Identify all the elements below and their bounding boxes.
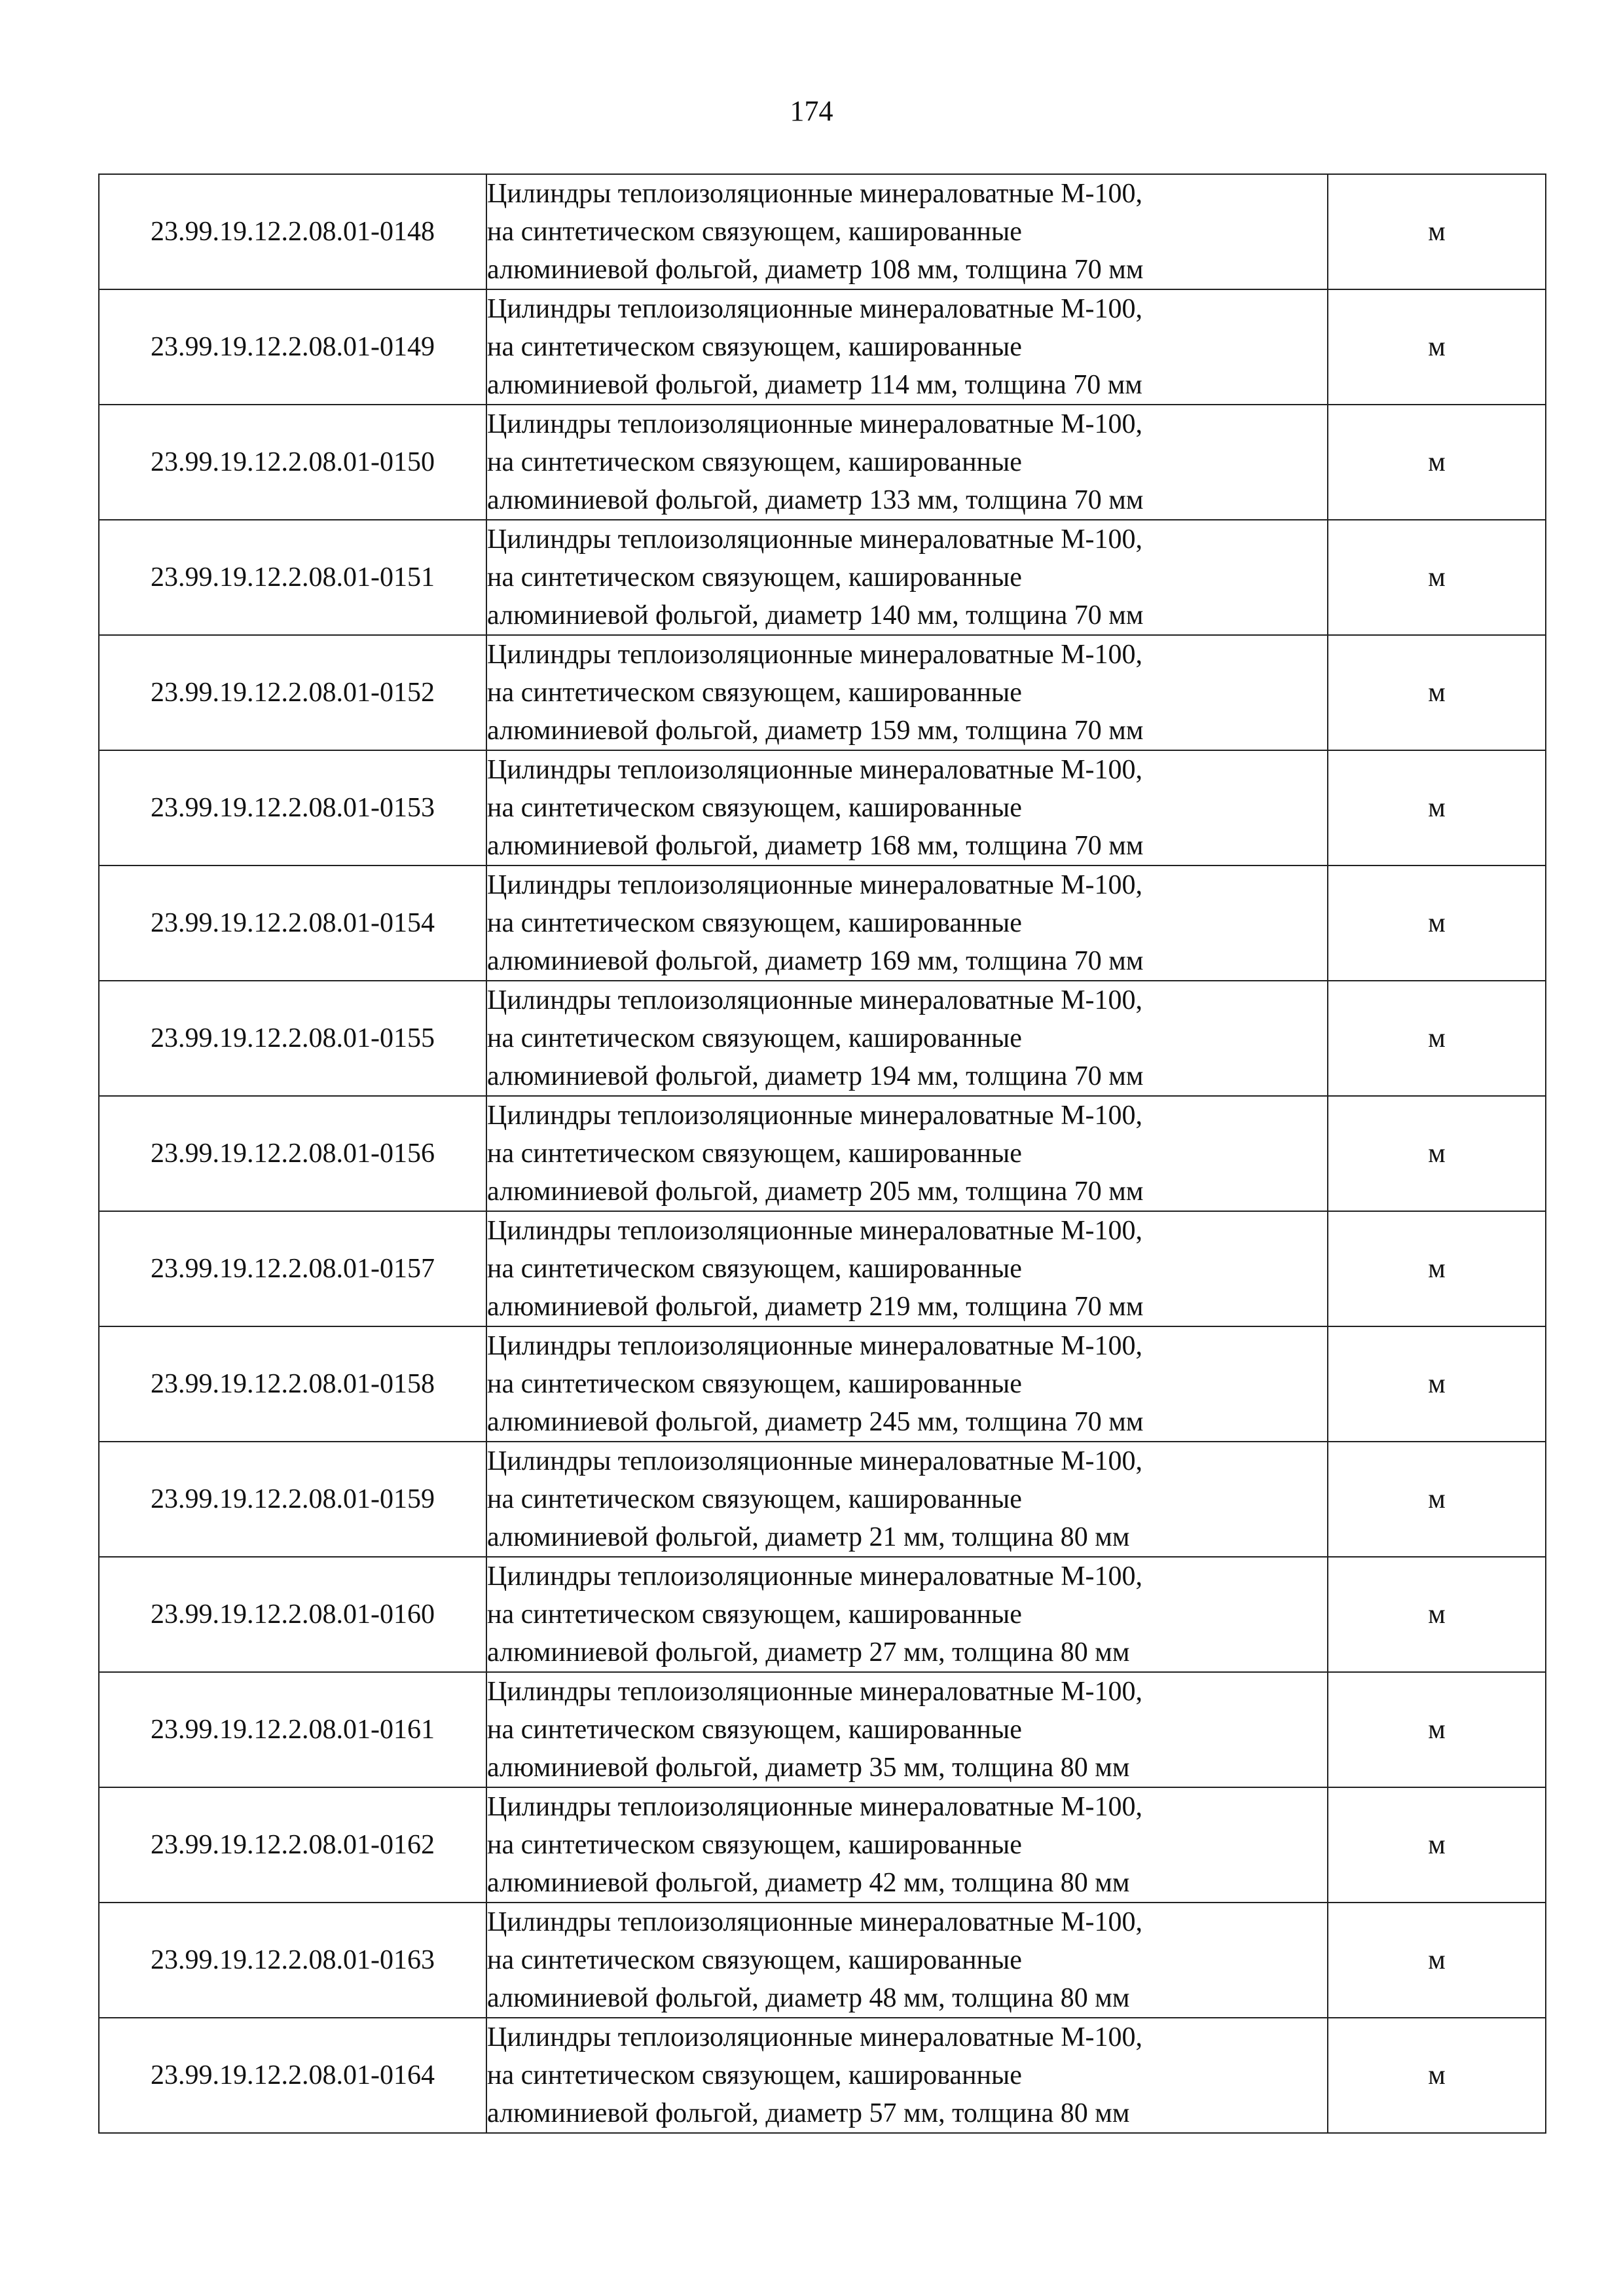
- description-line-2: на синтетическом связующем, кашированные: [487, 332, 1022, 362]
- description-cell: [486, 750, 1328, 866]
- description-line-2: на синтетическом связующем, кашированные: [487, 1945, 1022, 1975]
- description-line-2: на синтетическом связующем, кашированные: [487, 562, 1022, 592]
- description-line-2: на синтетическом связующем, кашированные: [487, 217, 1022, 247]
- resource-code-cell: 23.99.19.12.2.08.01-0155: [99, 981, 486, 1096]
- unit-cell: м: [1328, 1326, 1546, 1442]
- table-row: [99, 1557, 1546, 1672]
- description-line-2: на синтетическом связующем, кашированные: [487, 447, 1022, 477]
- page-number: 174: [790, 95, 833, 127]
- description-line-3: алюминиевой фольгой, диаметр 42 мм, толщина 80 мм: [487, 1868, 1130, 1898]
- description-line-3: алюминиевой фольгой, диаметр 114 мм, толщина 70 мм: [487, 370, 1142, 400]
- description-line-3: алюминиевой фольгой, диаметр 140 мм, толщина 70 мм: [487, 600, 1144, 630]
- resource-code-cell: 23.99.19.12.2.08.01-0154: [99, 866, 486, 981]
- description-cell: [486, 2018, 1328, 2133]
- description-line-2: на синтетическом связующем, кашированные: [487, 678, 1022, 708]
- description-line-2: на синтетическом связующем, кашированные: [487, 1023, 1022, 1053]
- description-line-1: Цилиндры теплоизоляционные минераловатные М-100,: [487, 870, 1143, 900]
- description-cell: [486, 1787, 1328, 1903]
- table-row: [99, 1903, 1546, 2018]
- unit-cell: м: [1328, 750, 1546, 866]
- description-line-2: на синтетическом связующем, кашированные: [487, 1830, 1022, 1860]
- table-row: [99, 289, 1546, 405]
- table-row: [99, 520, 1546, 635]
- description-line-3: алюминиевой фольгой, диаметр 35 мм, толщина 80 мм: [487, 1753, 1130, 1783]
- resource-code-cell: 23.99.19.12.2.08.01-0159: [99, 1442, 486, 1557]
- description-line-3: алюминиевой фольгой, диаметр 205 мм, толщина 70 мм: [487, 1176, 1144, 1207]
- resource-code-cell: 23.99.19.12.2.08.01-0164: [99, 2018, 486, 2133]
- resource-code-cell: 23.99.19.12.2.08.01-0161: [99, 1672, 486, 1787]
- description-line-2: на синтетическом связующем, кашированные: [487, 1369, 1022, 1399]
- description-line-3: алюминиевой фольгой, диаметр 21 мм, толщина 80 мм: [487, 1522, 1130, 1552]
- description-line-1: Цилиндры теплоизоляционные минераловатные М-100,: [487, 1331, 1143, 1361]
- unit-cell: м: [1328, 1557, 1546, 1672]
- table-row: [99, 405, 1546, 520]
- resource-code-cell: 23.99.19.12.2.08.01-0156: [99, 1096, 486, 1211]
- description-line-1: Цилиндры теплоизоляционные минераловатные М-100,: [487, 1101, 1143, 1131]
- resource-code-cell: 23.99.19.12.2.08.01-0163: [99, 1903, 486, 2018]
- description-line-3: алюминиевой фольгой, диаметр 194 мм, толщина 70 мм: [487, 1061, 1144, 1091]
- unit-cell: м: [1328, 981, 1546, 1096]
- description-line-3: алюминиевой фольгой, диаметр 133 мм, толщина 70 мм: [487, 485, 1144, 515]
- description-cell: [486, 520, 1328, 635]
- table-row: [99, 1096, 1546, 1211]
- description-cell: [486, 1672, 1328, 1787]
- table-row: [99, 1211, 1546, 1326]
- unit-cell: м: [1328, 1096, 1546, 1211]
- description-cell: [486, 289, 1328, 405]
- table-row: [99, 1326, 1546, 1442]
- unit-cell: м: [1328, 520, 1546, 635]
- description-line-1: Цилиндры теплоизоляционные минераловатные М-100,: [487, 985, 1143, 1015]
- unit-cell: м: [1328, 1672, 1546, 1787]
- table-row: [99, 2018, 1546, 2133]
- description-line-3: алюминиевой фольгой, диаметр 159 мм, толщина 70 мм: [487, 716, 1144, 746]
- catalog-table: [98, 173, 1546, 2134]
- description-line-1: Цилиндры теплоизоляционные минераловатные М-100,: [487, 640, 1143, 670]
- table-row: [99, 1787, 1546, 1903]
- description-line-1: Цилиндры теплоизоляционные минераловатные М-100,: [487, 1561, 1143, 1592]
- table-row: [99, 981, 1546, 1096]
- description-line-3: алюминиевой фольгой, диаметр 245 мм, толщина 70 мм: [487, 1407, 1144, 1437]
- description-line-2: на синтетическом связующем, кашированные: [487, 908, 1022, 938]
- description-cell: [486, 174, 1328, 289]
- resource-code-cell: 23.99.19.12.2.08.01-0162: [99, 1787, 486, 1903]
- unit-cell: м: [1328, 1903, 1546, 2018]
- description-line-2: на синтетическом связующем, кашированные: [487, 1254, 1022, 1284]
- description-line-1: Цилиндры теплоизоляционные минераловатные М-100,: [487, 294, 1143, 324]
- unit-cell: м: [1328, 289, 1546, 405]
- table-row: [99, 750, 1546, 866]
- description-line-3: алюминиевой фольгой, диаметр 168 мм, толщина 70 мм: [487, 831, 1144, 861]
- description-line-1: Цилиндры теплоизоляционные минераловатные М-100,: [487, 1677, 1143, 1707]
- resource-code-cell: 23.99.19.12.2.08.01-0150: [99, 405, 486, 520]
- description-line-2: на синтетическом связующем, кашированные: [487, 1599, 1022, 1630]
- resource-code-cell: 23.99.19.12.2.08.01-0148: [99, 174, 486, 289]
- description-line-2: на синтетическом связующем, кашированные: [487, 793, 1022, 823]
- description-cell: [486, 1903, 1328, 2018]
- resource-code-cell: 23.99.19.12.2.08.01-0157: [99, 1211, 486, 1326]
- description-line-1: Цилиндры теплоизоляционные минераловатные М-100,: [487, 1446, 1143, 1476]
- description-line-3: алюминиевой фольгой, диаметр 219 мм, толщина 70 мм: [487, 1292, 1144, 1322]
- unit-cell: м: [1328, 174, 1546, 289]
- description-line-2: на синтетическом связующем, кашированные: [487, 1715, 1022, 1745]
- description-cell: [486, 405, 1328, 520]
- description-line-1: Цилиндры теплоизоляционные минераловатные М-100,: [487, 755, 1143, 785]
- table-row: [99, 635, 1546, 750]
- description-cell: [486, 1557, 1328, 1672]
- unit-cell: м: [1328, 635, 1546, 750]
- description-line-1: Цилиндры теплоизоляционные минераловатные М-100,: [487, 179, 1143, 209]
- table-row: [99, 1672, 1546, 1787]
- description-line-2: на синтетическом связующем, кашированные: [487, 2060, 1022, 2090]
- description-line-3: алюминиевой фольгой, диаметр 108 мм, толщина 70 мм: [487, 255, 1144, 285]
- description-line-1: Цилиндры теплоизоляционные минераловатные М-100,: [487, 2022, 1143, 2052]
- description-line-3: алюминиевой фольгой, диаметр 48 мм, толщина 80 мм: [487, 1983, 1130, 2013]
- description-line-2: на синтетическом связующем, кашированные: [487, 1484, 1022, 1514]
- resource-code-cell: 23.99.19.12.2.08.01-0152: [99, 635, 486, 750]
- description-cell: [486, 981, 1328, 1096]
- description-cell: [486, 1211, 1328, 1326]
- description-line-1: Цилиндры теплоизоляционные минераловатные М-100,: [487, 1216, 1143, 1246]
- unit-cell: м: [1328, 1442, 1546, 1557]
- description-line-2: на синтетическом связующем, кашированные: [487, 1139, 1022, 1169]
- resource-code-cell: 23.99.19.12.2.08.01-0158: [99, 1326, 486, 1442]
- description-line-3: алюминиевой фольгой, диаметр 27 мм, толщина 80 мм: [487, 1637, 1130, 1667]
- description-line-1: Цилиндры теплоизоляционные минераловатные М-100,: [487, 409, 1143, 439]
- catalog-table-body: [99, 174, 1546, 2133]
- unit-cell: м: [1328, 1787, 1546, 1903]
- description-line-1: Цилиндры теплоизоляционные минераловатные М-100,: [487, 1907, 1143, 1937]
- description-cell: [486, 1096, 1328, 1211]
- resource-code-cell: 23.99.19.12.2.08.01-0160: [99, 1557, 486, 1672]
- description-line-3: алюминиевой фольгой, диаметр 57 мм, толщина 80 мм: [487, 2098, 1130, 2128]
- description-line-1: Цилиндры теплоизоляционные минераловатные М-100,: [487, 524, 1143, 555]
- table-row: [99, 174, 1546, 289]
- table-row: [99, 866, 1546, 981]
- description-line-1: Цилиндры теплоизоляционные минераловатные М-100,: [487, 1792, 1143, 1822]
- description-cell: [486, 1442, 1328, 1557]
- resource-code-cell: 23.99.19.12.2.08.01-0153: [99, 750, 486, 866]
- unit-cell: м: [1328, 2018, 1546, 2133]
- table-row: [99, 1442, 1546, 1557]
- resource-code-cell: 23.99.19.12.2.08.01-0149: [99, 289, 486, 405]
- unit-cell: м: [1328, 866, 1546, 981]
- description-cell: [486, 1326, 1328, 1442]
- resource-code-cell: 23.99.19.12.2.08.01-0151: [99, 520, 486, 635]
- unit-cell: м: [1328, 1211, 1546, 1326]
- description-cell: [486, 866, 1328, 981]
- description-cell: [486, 635, 1328, 750]
- unit-cell: м: [1328, 405, 1546, 520]
- description-line-3: алюминиевой фольгой, диаметр 169 мм, толщина 70 мм: [487, 946, 1144, 976]
